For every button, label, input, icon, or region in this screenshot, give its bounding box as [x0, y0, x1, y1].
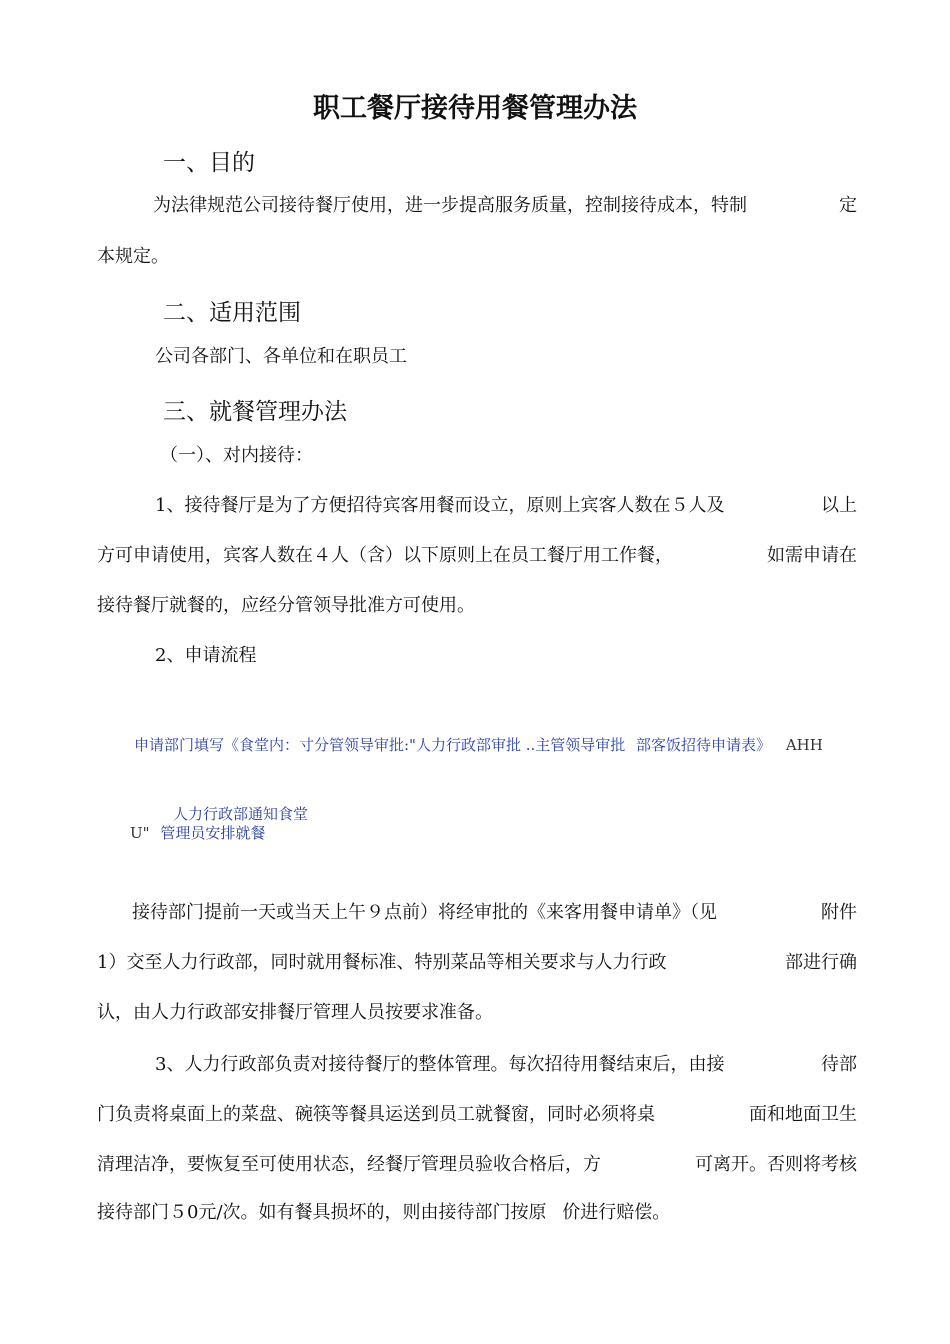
item1-line-1-tail: 以上 [821, 495, 857, 516]
item2-para-line-3: 认，由人力行政部安排餐厅管理人员按要求准备。 [97, 1002, 493, 1023]
flow-step-text-a: 申请部门填写《食堂内：寸分管领导审批:"人力行政部审批 ..主管领导审批 [134, 736, 626, 754]
item2-para-line-1-text: 接待部门提前一天或当天上午９点前）将经审批的《来客用餐申请单》（见 [132, 902, 717, 923]
item2-para-line-2 [97, 948, 857, 974]
item3-line-3 [97, 1150, 857, 1176]
item3-line-1-tail: 待部 [821, 1054, 857, 1075]
purpose-line-2: 本规定。 [97, 246, 169, 267]
item2-label: 2、申请流程 [155, 645, 257, 666]
flow-step-text-c: AHH [785, 736, 823, 754]
item2-para-line-2-tail: 部进行确 [785, 952, 857, 973]
flow-step-prefix: U" [130, 824, 150, 842]
item1-line-1-text: 1、接待餐厅是为了方便招待宾客用餐而设立，原则上宾客人数在５人及 [155, 495, 725, 516]
item3-line-1-text: 3、人力行政部负责对接待餐厅的整体管理。每次招待用餐结束后，由接 [155, 1054, 725, 1075]
section-heading-scope: 二、适用范围 [163, 300, 301, 326]
item1-line-2 [97, 541, 857, 567]
item1-line-1 [155, 491, 857, 517]
item1-line-2-text: 方可申请使用，宾客人数在４人（含）以下原则上在员工餐厅用工作餐， [97, 545, 673, 566]
purpose-line-1 [153, 191, 857, 217]
purpose-line-1-text: 为法律规范公司接待餐厅使用，进一步提高服务质量，控制接待成本，特制 [153, 195, 747, 216]
item3-line-2 [97, 1100, 857, 1126]
item3-line-2-text: 门负责将桌面上的菜盘、碗筷等餐具运送到员工就餐窗，同时必须将桌 [97, 1104, 655, 1125]
flow-step-text-b: 部客饭招待申请表》 [636, 736, 772, 754]
section-heading-management: 三、就餐管理办法 [163, 399, 347, 425]
item3-line-3-tail: 可离开。否则将考核 [695, 1154, 857, 1175]
item1-line-2-tail: 如需申请在 [767, 545, 857, 566]
flow-step-row-3 [130, 822, 265, 843]
item3-line-4 [97, 1198, 670, 1224]
item2-para-line-1-tail: 附件 [821, 902, 857, 923]
item3-line-1 [155, 1050, 857, 1076]
scope-line-1: 公司各部门、各单位和在职员工 [155, 346, 407, 367]
flow-step-row-2: 人力行政部通知食堂 [173, 805, 309, 823]
purpose-line-1-tail: 定 [839, 195, 857, 216]
item2-para-line-2-text: 1）交至人力行政部，同时就用餐标准、特别菜品等相关要求与人力行政 [97, 952, 667, 973]
item3-line-2-tail: 面和地面卫生 [749, 1104, 857, 1125]
section-heading-purpose: 一、目的 [163, 150, 255, 176]
flow-step-row-1 [134, 734, 823, 755]
item3-line-4-tail: 价进行赔偿。 [562, 1202, 671, 1223]
flow-step-text: 管理员安排就餐 [160, 824, 266, 842]
item1-line-3: 接待餐厅就餐的，应经分管领导批准方可使用。 [97, 595, 475, 616]
item3-line-4-text: 接待部门５0元/次。如有餐具损坏的，则由接待部门按原 [97, 1202, 547, 1223]
item2-para-line-1 [132, 898, 857, 924]
document-title: 职工餐厅接待用餐管理办法 [313, 93, 637, 124]
item3-line-3-text: 清理洁净，要恢复至可使用状态，经餐厅管理员验收合格后，方 [97, 1154, 601, 1175]
subsection-internal-reception: （一）、对内接待： [160, 445, 313, 466]
